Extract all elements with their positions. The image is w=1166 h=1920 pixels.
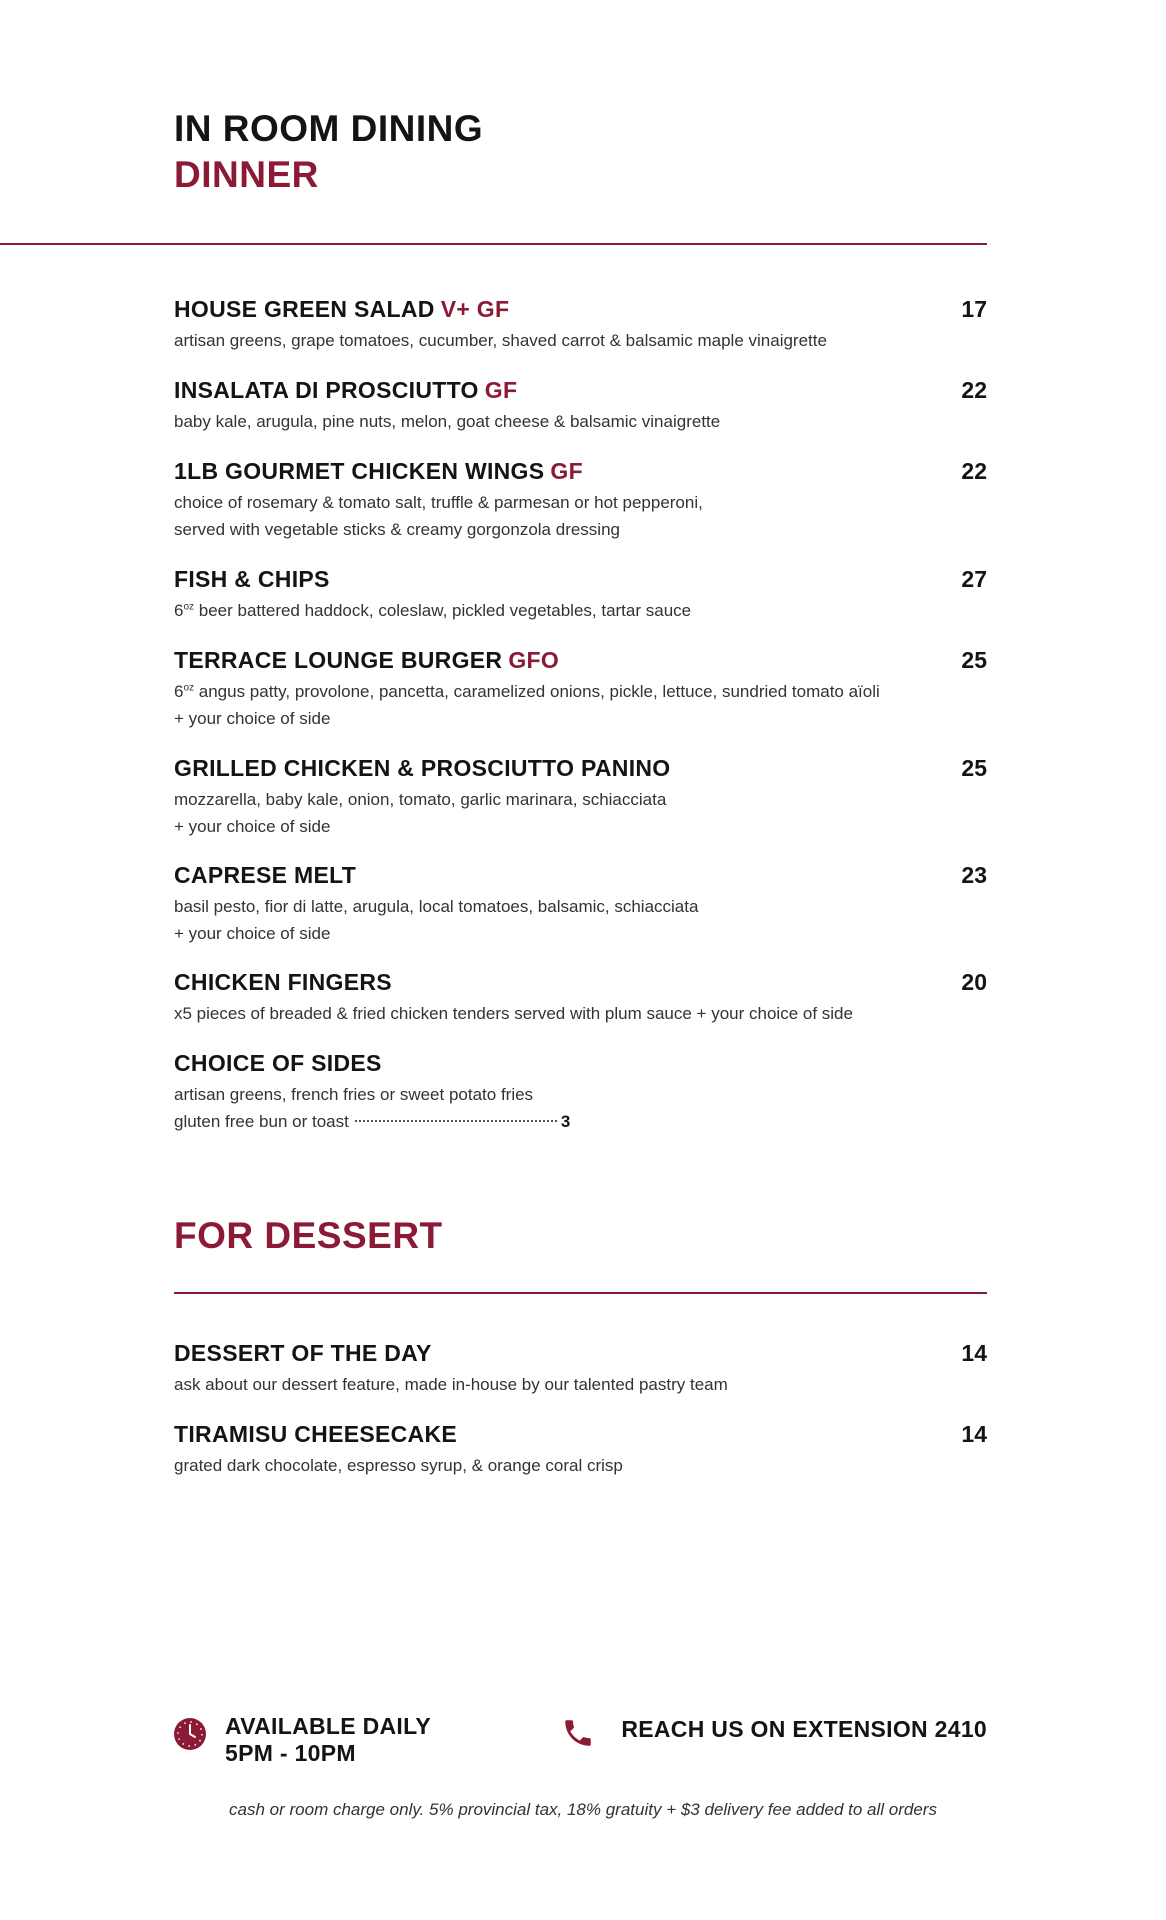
item-description: + your choice of side	[174, 709, 331, 728]
item-description: ask about our dessert feature, made in-house by our talented pastry team	[174, 1375, 728, 1394]
menu-item	[174, 862, 987, 947]
sides-addon	[174, 1108, 987, 1135]
item-description: baby kale, arugula, pine nuts, melon, goat cheese & balsamic vinaigrette	[174, 412, 721, 431]
item-name: CAPRESE MELT	[174, 862, 357, 888]
hours-block	[225, 1713, 431, 1767]
item-name: FISH & CHIPS	[174, 566, 330, 592]
menu-item	[174, 755, 987, 840]
dessert-title: FOR DESSERT	[174, 1215, 443, 1256]
item-description	[174, 597, 987, 624]
sides-description: artisan greens, french fries or sweet potato fries	[174, 1085, 534, 1104]
item-price: 23	[961, 862, 987, 888]
dietary-tag: GFO	[508, 647, 560, 673]
sides-section	[174, 1050, 987, 1135]
item-description: artisan greens, grape tomatoes, cucumber, shaved carrot & balsamic maple vinaigrette	[174, 331, 827, 350]
item-name: GRILLED CHICKEN & PROSCIUTTO PANINO	[174, 755, 671, 781]
item-description: choice of rosemary & tomato salt, truffle & parmesan or hot pepperoni,	[174, 493, 703, 512]
item-name: CHICKEN FINGERS	[174, 969, 392, 995]
item-price: 20	[961, 969, 987, 995]
menu-item	[174, 458, 987, 543]
portion-size: 6	[174, 682, 184, 701]
item-price: 22	[961, 377, 987, 403]
phone-icon	[561, 1716, 595, 1750]
item-price: 14	[961, 1340, 987, 1366]
item-price: 22	[961, 458, 987, 484]
addon-label: gluten free bun or toast	[174, 1112, 349, 1131]
item-name: INSALATA DI PROSCIUTTO	[174, 377, 479, 403]
menu-item	[174, 377, 987, 435]
menu-item	[174, 969, 987, 1027]
item-name: DESSERT OF THE DAY	[174, 1340, 432, 1366]
item-description: served with vegetable sticks & creamy gorgonzola dressing	[174, 520, 620, 539]
menu-title: IN ROOM DINING	[174, 108, 484, 149]
clock-icon	[174, 1718, 206, 1750]
item-description	[174, 678, 987, 705]
item-description: + your choice of side	[174, 924, 331, 943]
hours-line2: 5PM - 10PM	[225, 1740, 356, 1766]
addon-price: 3	[560, 1112, 571, 1131]
description-text: angus patty, provolone, pancetta, caramelized onions, pickle, lettuce, sundried tomato aïoli	[194, 682, 880, 701]
menu-item	[174, 566, 987, 624]
menu-subtitle: DINNER	[174, 154, 319, 195]
header-divider	[0, 243, 987, 245]
item-price: 27	[961, 566, 987, 592]
item-name: HOUSE GREEN SALAD	[174, 296, 435, 322]
menu-item	[174, 296, 987, 354]
item-name: TIRAMISU CHEESECAKE	[174, 1421, 458, 1447]
item-price: 25	[961, 647, 987, 673]
hours-line1: AVAILABLE DAILY	[225, 1713, 431, 1739]
item-description: basil pesto, fior di latte, arugula, local tomatoes, balsamic, schiacciata	[174, 897, 699, 916]
dietary-tag: GF	[484, 377, 518, 403]
payment-note: cash or room charge only. 5% provincial tax, 18% gratuity + $3 delivery fee added to all orders	[229, 1800, 937, 1819]
dietary-tag: V+ GF	[440, 296, 510, 322]
dessert-divider	[174, 1292, 987, 1294]
item-description: + your choice of side	[174, 817, 331, 836]
item-description: x5 pieces of breaded & fried chicken tenders served with plum sauce + your choice of side	[174, 1004, 853, 1023]
description-text: beer battered haddock, coleslaw, pickled vegetables, tartar sauce	[194, 601, 692, 620]
extension-text: REACH US ON EXTENSION 2410	[621, 1716, 987, 1742]
menu-item	[174, 1340, 987, 1398]
sides-title: CHOICE OF SIDES	[174, 1050, 382, 1076]
ounce-unit: oz	[183, 601, 195, 613]
item-price: 25	[961, 755, 987, 781]
item-price: 17	[961, 296, 987, 322]
menu-item	[174, 647, 987, 732]
dotted-leader	[355, 1120, 557, 1122]
item-description: grated dark chocolate, espresso syrup, & orange coral crisp	[174, 1456, 623, 1475]
portion-size: 6	[174, 601, 184, 620]
dietary-tag: GF	[550, 458, 583, 484]
item-name: TERRACE LOUNGE BURGER	[174, 647, 503, 673]
item-name: 1LB GOURMET CHICKEN WINGS	[174, 458, 545, 484]
item-price: 14	[961, 1421, 987, 1447]
ounce-unit: oz	[183, 682, 195, 694]
item-description: mozzarella, baby kale, onion, tomato, garlic marinara, schiacciata	[174, 790, 667, 809]
menu-item	[174, 1421, 987, 1479]
